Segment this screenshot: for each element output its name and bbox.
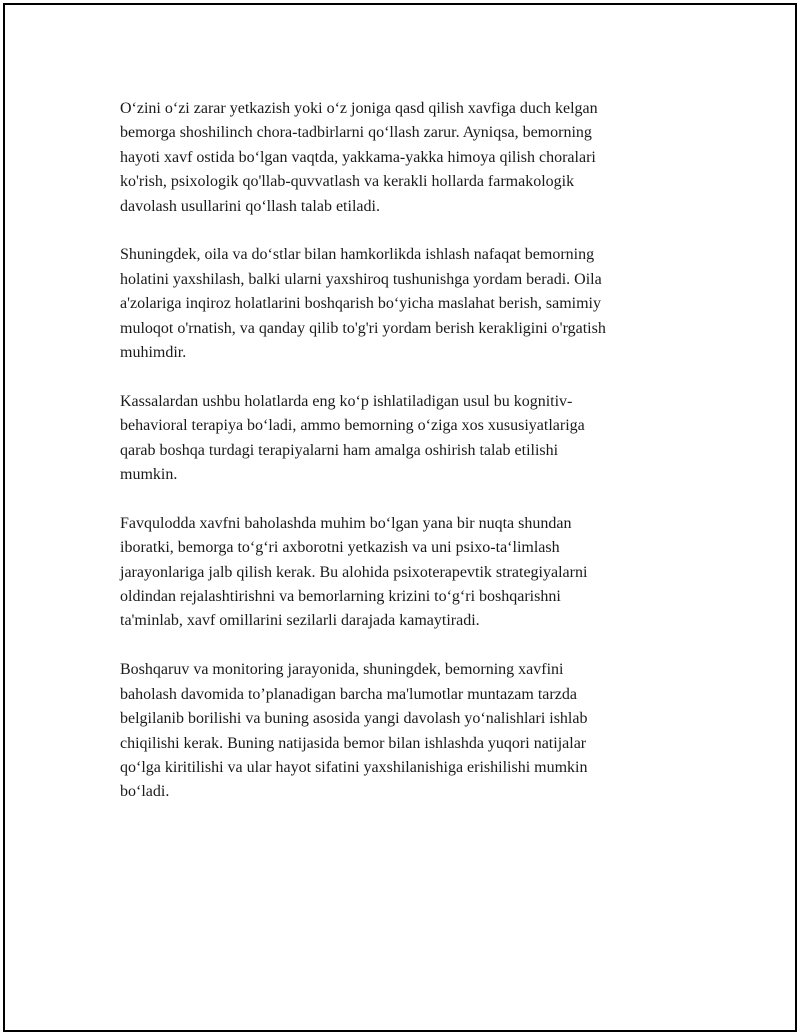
- text-line: chiqilishi kerak. Buning natijasida bemor bilan ishlashda yuqori natijalar: [120, 734, 587, 752]
- paragraph-1: [120, 97, 690, 219]
- text-line: ta'minlab, xavf omillarini sezilarli darajada kamaytiradi.: [120, 612, 480, 630]
- paragraph-3: [120, 390, 690, 488]
- text-line: ko'rish, psixologik qo'llab-quvvatlash va kerakli hollarda farmakologik: [120, 173, 575, 191]
- text-line: iboratki, bemorga to‘g‘ri axborotni yetkazish va uni psixo-ta‘limlash: [120, 539, 560, 557]
- text-line: baholash davomida to’planadigan barcha ma'lumotlar muntazam tarzda: [120, 685, 577, 703]
- text-line: Favqulodda xavfni baholashda muhim bo‘lgan yana bir nuqta shundan: [120, 514, 572, 532]
- text-line: hayoti xavf ostida bo‘lgan vaqtda, yakkama-yakka himoya qilish choralari: [120, 148, 596, 166]
- text-line: qarab boshqa turdagi terapiyalarni ham amalga oshirish talab etilishi: [120, 441, 559, 459]
- text-line: a'zolariga inqiroz holatlarini boshqarish bo‘yicha maslahat berish, samimiy: [120, 295, 601, 313]
- paragraph-4: [120, 512, 690, 634]
- text-line: muhimdir.: [120, 344, 187, 362]
- text-line: belgilanib borilishi va buning asosida yangi davolash yo‘nalishlari ishlab: [120, 710, 588, 728]
- text-line: Boshqaruv va monitoring jarayonida, shuningdek, bemorning xavfini: [120, 661, 564, 679]
- text-line: bemorga shoshilinch chora-tadbirlarni qo‘llash zarur. Ayniqsa, bemorning: [120, 124, 592, 142]
- document-body: [120, 97, 690, 829]
- text-line: behavioral terapiya bo‘ladi, ammo bemorning o‘ziga xos xususiyatlariga: [120, 417, 585, 435]
- text-line: qo‘lga kiritilishi va ular hayot sifatini yaxshilanishiga erishilishi mumkin: [120, 758, 588, 776]
- text-line: Kassalardan ushbu holatlarda eng ko‘p ishlatiladigan usul bu kognitiv-: [120, 392, 573, 410]
- text-line: davolash usullarini qo‘llash talab etiladi.: [120, 197, 380, 215]
- text-line: mumkin.: [120, 466, 178, 484]
- text-line: oldindan rejalashtirishni va bemorlarning krizini to‘g‘ri boshqarishni: [120, 588, 561, 606]
- paragraph-2: [120, 243, 690, 365]
- page-border: [3, 3, 797, 1032]
- text-line: muloqot o'rnatish, va qanday qilib to'g'ri yordam berish kerakligini o'rgatish: [120, 319, 606, 337]
- text-line: holatini yaxshilash, balki ularni yaxshiroq tushunishga yordam beradi. Oila: [120, 270, 602, 288]
- paragraph-5: [120, 658, 690, 804]
- text-line: O‘zini o‘zi zarar yetkazish yoki o‘z joniga qasd qilish xavfiga duch kelgan: [120, 100, 598, 117]
- text-line: Shuningdek, oila va do‘stlar bilan hamkorlikda ishlash nafaqat bemorning: [120, 246, 595, 264]
- text-line: bo‘ladi.: [120, 783, 170, 801]
- text-line: jarayonlariga jalb qilish kerak. Bu alohida psixoterapevtik strategiyalarni: [120, 563, 588, 581]
